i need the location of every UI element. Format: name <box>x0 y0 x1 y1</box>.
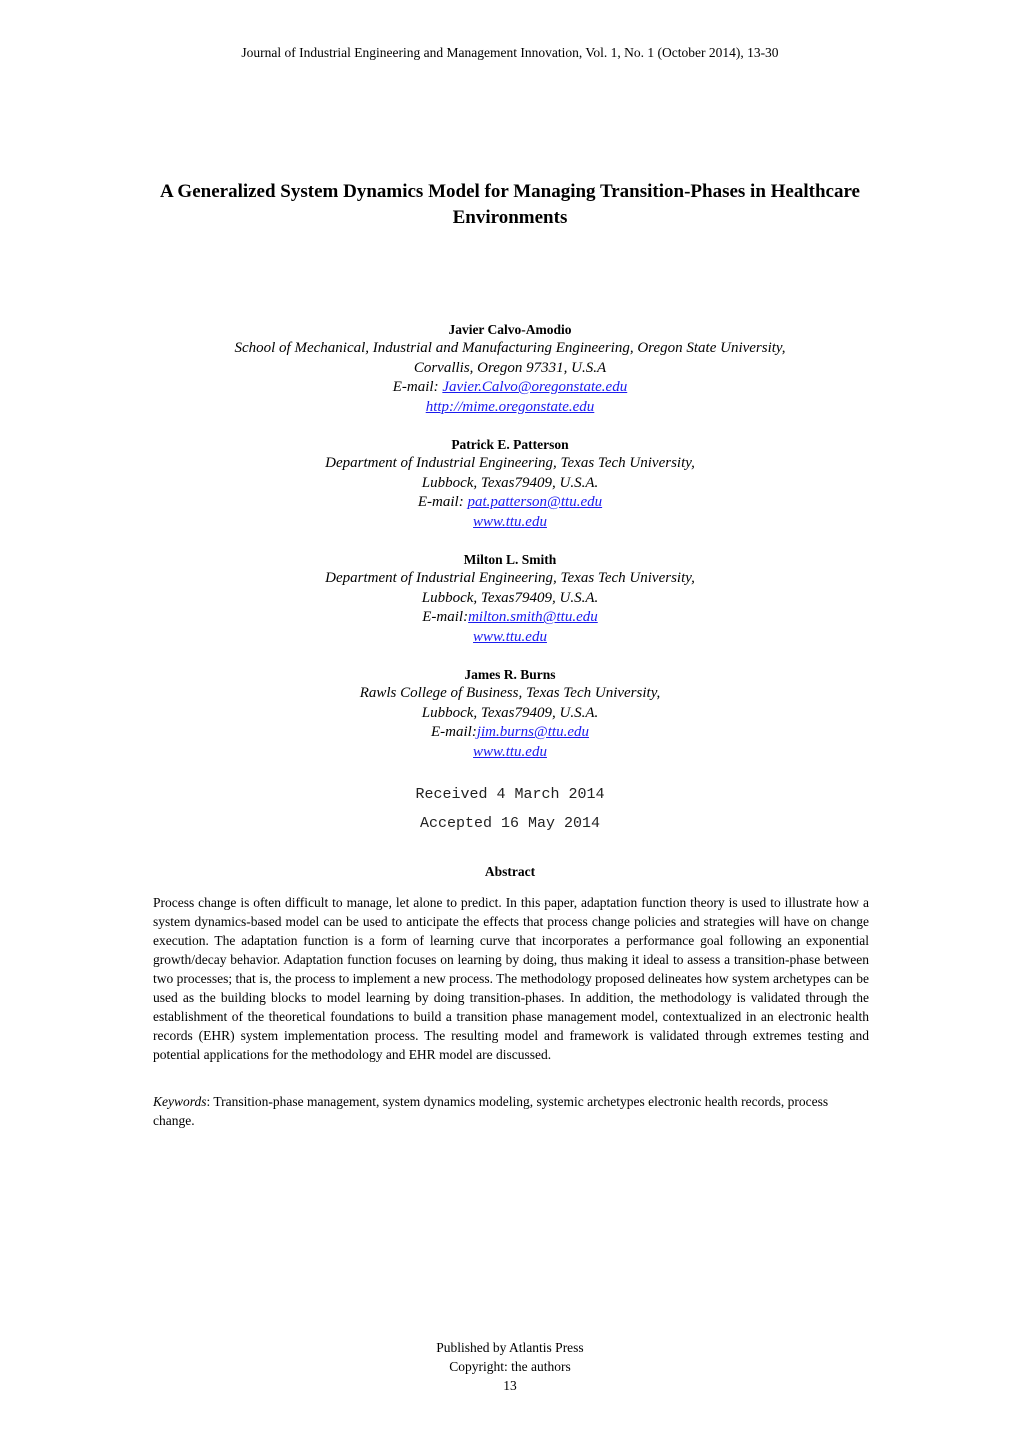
abstract-body: Process change is often difficult to manage, let alone to predict. In this paper, adaptation function theory is used to illustrate how a system dynamics-based model can be used to anticipate the effects that process change policies and strategies will have on change execution. The adaptation function is a form of learning curve that incorporates a performance goal following an exponential growth/decay behavior. Adaptation function focuses on learning by doing, thus making it ideal to assess a transition-phase between two processes; that is, the process to implement a new process. The methodology proposed delineates how system archetypes can be used as the building blocks to model learning by doing transition-phases. In addition, the methodology is validated through the establishment of the theoretical foundations to build a transition phase management model, contextualized in an electronic health records (EHR) system implementation process. The resulting model and framework is validated through extremes testing and potential applications for the methodology and EHR model are discussed. <box>153 895 869 1062</box>
author-list <box>110 320 910 780</box>
author-name: Javier Calvo-Amodio <box>448 322 572 337</box>
email-prefix: E-mail: <box>417 494 468 510</box>
author-name: Milton L. Smith <box>463 552 557 567</box>
author-block <box>110 665 910 762</box>
website-link[interactable]: http://mime.oregonstate.edu <box>425 398 595 415</box>
keywords <box>153 1092 853 1130</box>
email-line <box>110 493 910 513</box>
affiliation-line: Lubbock, Texas79409, U.S.A. <box>421 704 599 721</box>
affiliation-line: Department of Industrial Engineering, Texas Tech University, <box>325 570 695 586</box>
affiliation-line: Corvallis, Oregon 97331, U.S.A <box>413 359 607 376</box>
running-head: Journal of Industrial Engineering and Management Innovation, Vol. 1, No. 1 (October 2014), 13-30 <box>241 45 779 60</box>
submission-dates <box>0 784 1020 842</box>
email-link[interactable]: pat.patterson@ttu.edu <box>467 494 603 510</box>
publisher-line: Published by Atlantis Press <box>436 1340 584 1355</box>
website-link[interactable]: www.ttu.edu <box>473 743 547 760</box>
url-line <box>110 743 910 763</box>
copyright-line: Copyright: the authors <box>449 1359 571 1374</box>
author-block <box>110 435 910 532</box>
email-line <box>110 378 910 398</box>
author-name: Patrick E. Patterson <box>451 437 569 452</box>
accepted-date: Accepted 16 May 2014 <box>419 815 601 832</box>
url-line <box>110 628 910 648</box>
email-line <box>110 608 910 628</box>
affiliation-line: Lubbock, Texas79409, U.S.A. <box>421 474 599 491</box>
website-link[interactable]: www.ttu.edu <box>473 628 547 645</box>
keywords-text: : Transition-phase management, system dynamics modeling, systemic archetypes electronic health records, process change. <box>153 1094 829 1128</box>
paper-title: A Generalized System Dynamics Model for Managing Transition-Phases in Healthcare Environments <box>160 181 860 228</box>
keywords-label: Keywords <box>153 1094 207 1109</box>
author-block <box>110 320 910 417</box>
affiliation-line: School of Mechanical, Industrial and Manufacturing Engineering, Oregon State University, <box>234 340 786 356</box>
email-prefix: E-mail: <box>422 609 469 625</box>
page-number: 13 <box>503 1378 517 1393</box>
affiliation-line: Department of Industrial Engineering, Texas Tech University, <box>325 455 695 471</box>
author-block <box>110 550 910 647</box>
url-line <box>110 513 910 533</box>
author-name: James R. Burns <box>464 667 556 682</box>
page-footer <box>0 1338 1020 1395</box>
website-link[interactable]: www.ttu.edu <box>473 513 547 530</box>
email-link[interactable]: milton.smith@ttu.edu <box>468 609 598 625</box>
email-link[interactable]: Javier.Calvo@oregonstate.edu <box>442 379 628 395</box>
email-link[interactable]: jim.burns@ttu.edu <box>476 724 589 740</box>
received-date: Received 4 March 2014 <box>415 786 605 803</box>
email-prefix: E-mail: <box>431 724 477 740</box>
email-prefix: E-mail: <box>392 379 443 395</box>
abstract-heading: Abstract <box>484 864 536 879</box>
email-line <box>110 723 910 743</box>
affiliation-line: Lubbock, Texas79409, U.S.A. <box>421 589 599 606</box>
affiliation-line: Rawls College of Business, Texas Tech University, <box>359 685 661 701</box>
url-line <box>110 398 910 418</box>
